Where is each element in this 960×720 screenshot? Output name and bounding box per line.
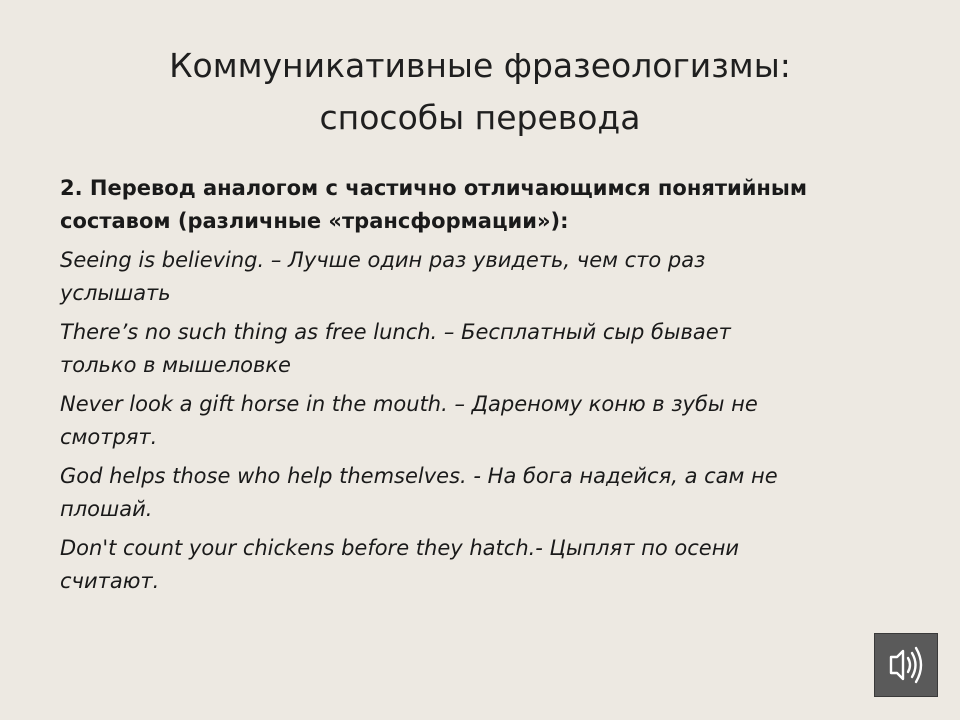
example-item-line-1: Never look a gift horse in the mouth. – Дареному коню в зубы не <box>60 392 758 416</box>
example-item-line-2: плошай. <box>60 497 153 521</box>
slide-title-line-1: Коммуникативные фразеологизмы: <box>169 46 791 85</box>
example-item-line-1: There’s no such thing as free lunch. – Бесплатный сыр бывает <box>60 320 731 344</box>
slide-title <box>60 40 900 144</box>
example-item <box>60 316 890 382</box>
example-item-line-2: смотрят. <box>60 425 158 449</box>
example-item-line-2: считают. <box>60 569 160 593</box>
example-item-line-2: только в мышеловке <box>60 353 291 377</box>
section-heading <box>60 172 890 238</box>
speaker-sound-icon <box>883 639 929 691</box>
example-item <box>60 244 890 310</box>
slide-body <box>60 172 890 604</box>
example-item-line-1: God helps those who help themselves. - На бога надейся, а сам не <box>60 464 778 488</box>
section-heading-line-1: 2. Перевод аналогом с частично отличающимся понятийным <box>60 176 808 200</box>
example-item-line-2: услышать <box>60 281 171 305</box>
example-item <box>60 388 890 454</box>
section-heading-line-2: составом (различные «трансформации»): <box>60 209 569 233</box>
slide-title-line-2: способы перевода <box>319 98 641 137</box>
example-item <box>60 532 890 598</box>
example-item <box>60 460 890 526</box>
example-item-line-1: Seeing is believing. – Лучше один раз увидеть, чем сто раз <box>60 248 706 272</box>
example-item-line-1: Don't count your chickens before they hatch.- Цыплят по осени <box>60 536 740 560</box>
audio-play-button[interactable] <box>874 633 938 697</box>
